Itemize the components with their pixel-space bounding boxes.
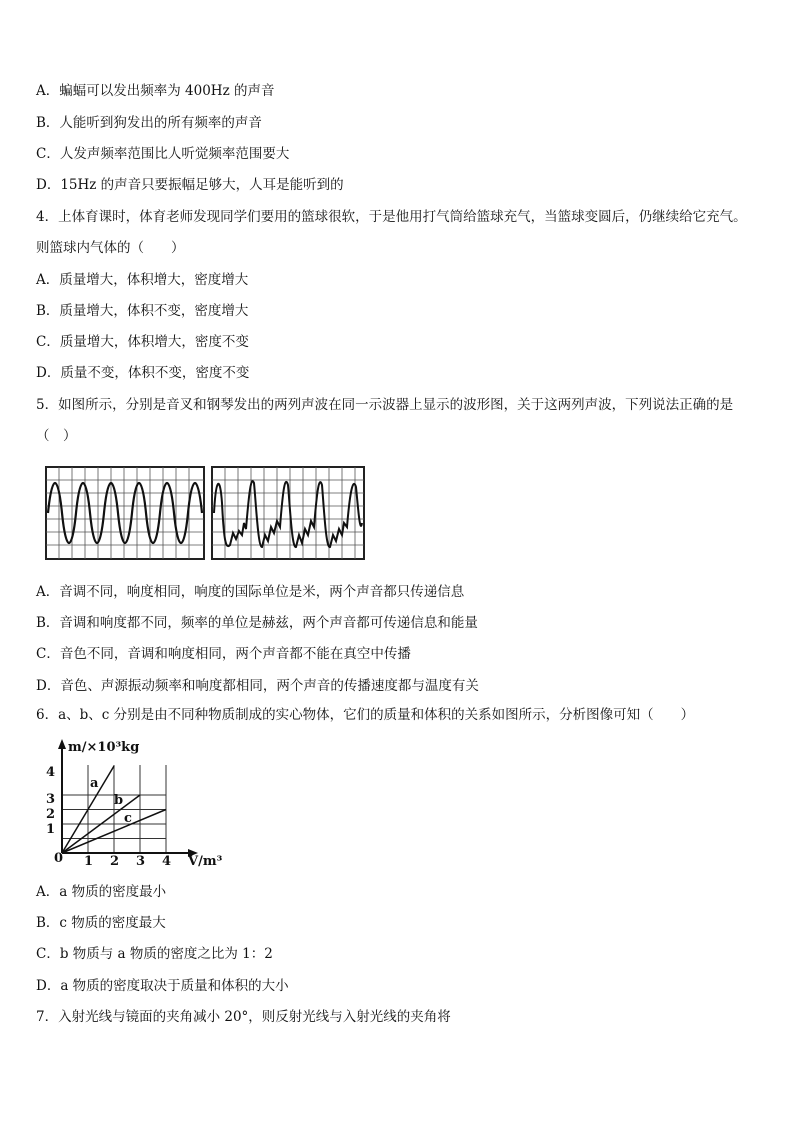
q5-option-c: C．音色不同，音调和响度相同，两个声音都不能在真空中传播: [36, 646, 411, 662]
graph-grid: [62, 765, 166, 853]
q4-option-b: B．质量增大，体积不变，密度增大: [36, 303, 249, 319]
mass-volume-graph: [40, 735, 240, 870]
q4-option-a: A．质量增大，体积增大，密度增大: [36, 272, 249, 288]
x-tick-3: 3: [136, 854, 146, 869]
origin-label: 0: [54, 851, 64, 866]
q3-option-d: D．15Hz 的声音只要振幅足够大，人耳是能听到的: [36, 177, 344, 193]
q6-stem: 6．a、b、c 分别是由不同种物质制成的实心物体，它们的质量和体积的关系如图所示，分析图像可知（ ）: [36, 707, 695, 723]
piano-waveform-panel: [212, 467, 364, 559]
tuning-fork-wave: [48, 483, 202, 543]
q6-option-a: A．a 物质的密度最小: [36, 884, 167, 900]
oscilloscope-waveforms-figure: [44, 463, 366, 563]
tuning-fork-waveform-panel: [46, 467, 204, 559]
waveform-svg: [44, 463, 366, 563]
q5-option-a: A．音调不同，响度相同，响度的国际单位是米，两个声音都只传递信息: [36, 584, 465, 600]
q5-stem-line1: 5．如图所示，分别是音叉和钢琴发出的两列声波在同一示波器上显示的波形图，关于这两列声波，下列说法正确的是: [36, 397, 734, 413]
q4-stem-line2: 则篮球内气体的（ ）: [36, 240, 185, 256]
piano-wave: [214, 481, 362, 547]
q4-option-d: D．质量不变，体积不变，密度不变: [36, 365, 250, 381]
q7-stem: 7．入射光线与镜面的夹角减小 20°，则反射光线与入射光线的夹角将: [36, 1009, 451, 1025]
y-tick-3: 3: [46, 792, 56, 807]
q6-option-b: B．c 物质的密度最大: [36, 915, 166, 931]
y-tick-2: 2: [46, 807, 56, 822]
y-axis-label: m/×10³kg: [68, 740, 140, 755]
q3-option-c: C．人发声频率范围比人听觉频率范围要大: [36, 146, 290, 162]
q5-option-d: D．音色、声源振动频率和响度都相同，两个声音的传播速度都与温度有关: [36, 678, 479, 694]
line-a-label: a: [90, 776, 99, 791]
y-tick-4: 4: [46, 765, 56, 780]
q5-stem-line2: （ ）: [36, 428, 77, 444]
line-c-label: c: [124, 811, 132, 826]
q6-option-c: C．b 物质与 a 物质的密度之比为 1：2: [36, 946, 273, 962]
q6-option-d: D．a 物质的密度取决于质量和体积的大小: [36, 978, 289, 994]
q3-option-b: B．人能听到狗发出的所有频率的声音: [36, 115, 262, 131]
x-tick-1: 1: [84, 854, 94, 869]
line-b-label: b: [114, 793, 124, 808]
q3-option-a: A．蝙蝠可以发出频率为 400Hz 的声音: [36, 83, 275, 99]
q4-option-c: C．质量增大，体积增大，密度不变: [36, 334, 249, 350]
x-tick-4: 4: [162, 854, 172, 869]
x-axis-label: V/m³: [188, 854, 223, 869]
q5-option-b: B．音调和响度都不同，频率的单位是赫兹，两个声音都可传递信息和能量: [36, 615, 478, 631]
graph-axes: [58, 739, 198, 857]
y-tick-1: 1: [46, 822, 56, 837]
x-tick-2: 2: [110, 854, 120, 869]
mass-volume-svg: [40, 735, 240, 870]
q4-stem-line1: 4．上体育课时，体育老师发现同学们要用的篮球很软，于是他用打气筒给篮球充气，当篮球变圆后，仍继续给它充气。: [36, 209, 747, 225]
